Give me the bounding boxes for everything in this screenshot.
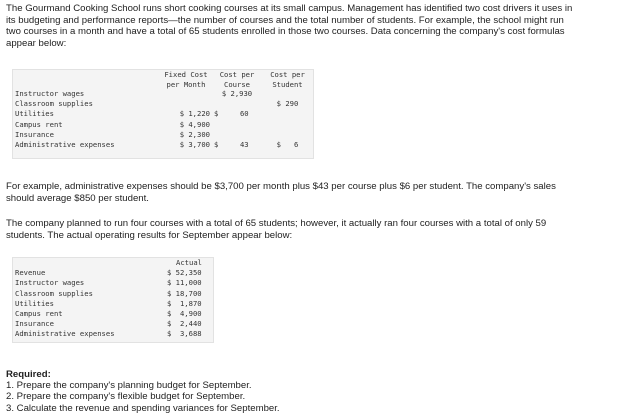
table-header-row (13, 80, 313, 90)
row-label: Classroom supplies (15, 99, 93, 109)
cell-student (262, 89, 313, 99)
required-item: 2. Prepare the company's flexible budget for September. (6, 391, 246, 403)
table-row (13, 120, 313, 130)
header-actual: Actual (176, 258, 202, 267)
row-label: Utilities (15, 298, 54, 308)
row-label: Insurance (15, 319, 54, 329)
planned-line: students. The actual operating results for September appear below: (6, 229, 293, 241)
intro-line: two courses in a month and have a total of 65 students enrolled in those two courses. Data concerning the company's cost formulas (6, 26, 565, 38)
table-row (13, 278, 213, 288)
cell-course: $ 43 (214, 140, 249, 150)
table-row (13, 140, 313, 150)
table-row (13, 109, 313, 119)
cell-fixed (160, 99, 212, 109)
cell-student: $ 290 (276, 99, 299, 109)
planned-paragraph (6, 218, 620, 241)
table-header-row (13, 70, 313, 80)
cell-actual: $ 1,870 (167, 298, 202, 308)
cell-fixed: $ 4,900 (179, 119, 210, 129)
header-course-2: Course (224, 79, 250, 89)
required-title: Required: (6, 369, 51, 380)
planned-line: The company planned to run four courses with a total of 65 students; however, it actually ran four courses with a total of only 59 (6, 218, 547, 229)
cell-student (262, 120, 313, 130)
intro-line: its budgeting and performance reports—the number of courses and the total number of students. For example, the school might run (6, 14, 564, 26)
table-row (13, 309, 213, 319)
example-line: For example, administrative expenses should be $3,700 per month plus $43 per course plus $6 per student. The company's sales (6, 181, 556, 192)
table-row (13, 89, 313, 99)
example-line: should average $850 per student. (6, 192, 149, 204)
row-label: Campus rent (15, 309, 63, 319)
header-fixed-2: per Month (166, 79, 206, 89)
cell-student (262, 109, 313, 119)
row-label: Instructor wages (15, 278, 85, 288)
intro-line: appear below: (6, 37, 67, 49)
intro-line: The Gourmand Cooking School runs short cooking courses at its small campus. Management has identified two cost drivers it uses in (6, 3, 573, 14)
table-row (13, 299, 213, 309)
cell-actual: $ 18,700 (167, 288, 202, 298)
cell-course (212, 120, 262, 130)
header-course-1: Cost per (219, 70, 255, 79)
required-item: 1. Prepare the company's planning budget for September. (6, 380, 252, 392)
row-label: Administrative expenses (15, 140, 115, 150)
table-row (13, 319, 213, 329)
row-label: Revenue (15, 268, 46, 278)
example-paragraph (6, 181, 620, 204)
cell-fixed: $ 1,220 (179, 109, 210, 119)
cell-fixed: $ 2,300 (179, 129, 210, 139)
row-label: Insurance (15, 129, 54, 139)
row-label: Utilities (15, 109, 54, 119)
cell-course: $ 2,930 (221, 89, 253, 98)
cell-actual: $ 2,440 (167, 319, 202, 329)
header-fixed-1: Fixed Cost (164, 70, 208, 79)
cost-formula-table (12, 69, 314, 159)
cell-course: $ 60 (214, 109, 249, 119)
actual-results-table (12, 257, 214, 343)
table-row (13, 130, 313, 140)
table-header-row (13, 258, 213, 268)
header-student-2: Student (272, 79, 303, 89)
required-section (6, 369, 280, 414)
cell-actual: $ 3,688 (167, 329, 202, 339)
cell-actual: $ 11,000 (167, 278, 202, 288)
cell-student: $ 6 (276, 140, 299, 150)
cell-course (212, 130, 262, 140)
table-row (13, 99, 313, 109)
required-item: 3. Calculate the revenue and spending variances for September. (6, 402, 280, 414)
cell-actual: $ 52,350 (167, 268, 202, 278)
row-label: Classroom supplies (15, 288, 93, 298)
table-row (13, 289, 213, 299)
cell-fixed: $ 3,700 (179, 140, 210, 150)
header-student-1: Cost per (270, 70, 305, 79)
cell-fixed (160, 89, 212, 99)
row-label: Instructor wages (15, 89, 85, 98)
cell-actual: $ 4,900 (167, 309, 202, 319)
row-label: Administrative expenses (15, 329, 115, 339)
cell-student (262, 130, 313, 140)
table-row (13, 329, 213, 339)
table-row (13, 268, 213, 278)
intro-paragraph (6, 3, 620, 49)
cell-course (212, 99, 262, 109)
row-label: Campus rent (15, 119, 63, 129)
